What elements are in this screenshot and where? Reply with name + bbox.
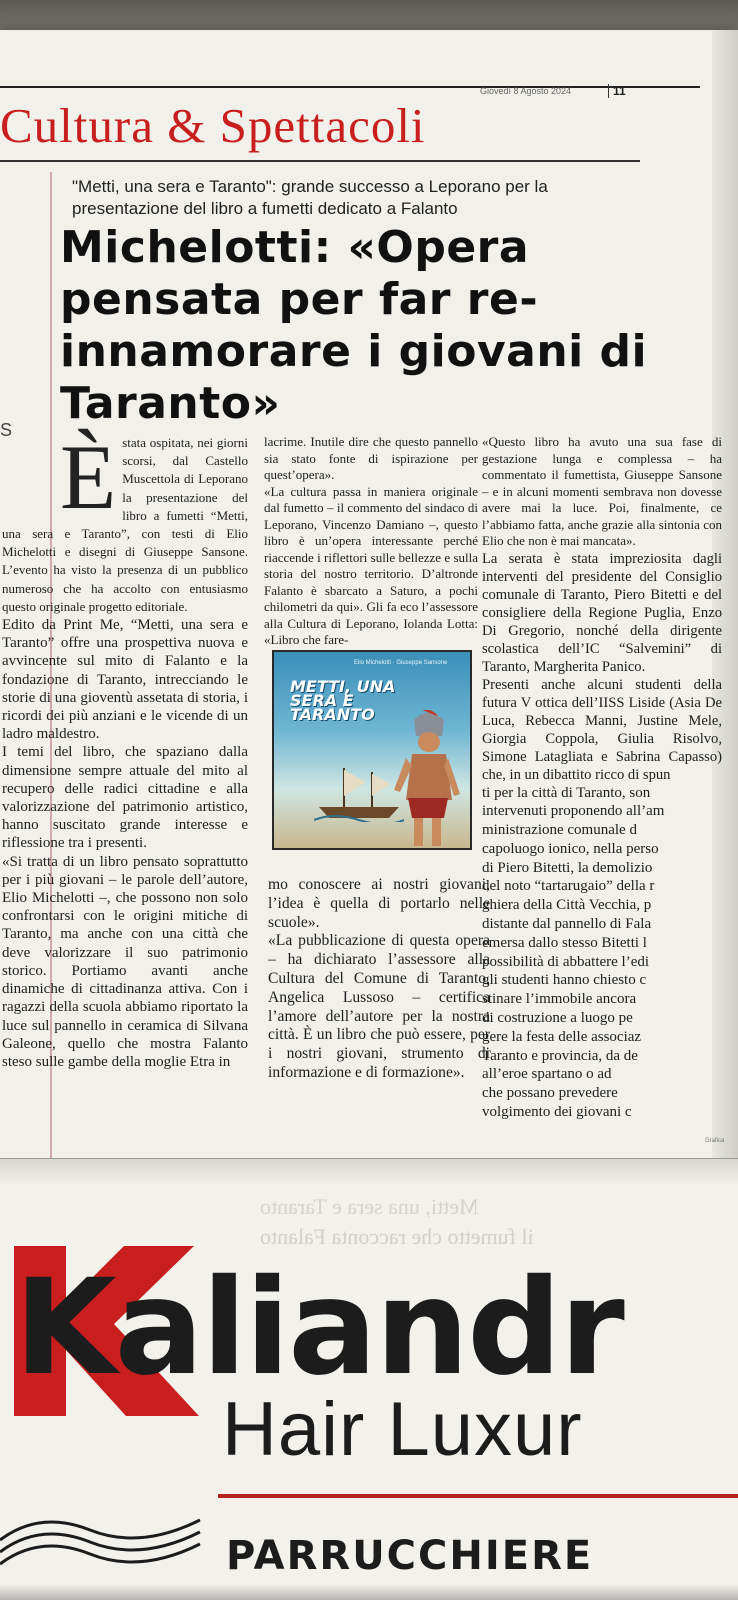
- paragraph: Presenti anche alcuni studenti della futura V ottica dell’IISS Liside (Asia De Luca, Rebecca Manni, Justine Mele, Giorgia Coppola, Giulia Risolvo, Simone Latagliata e Sabrina Capasso) che, in un dibattito ricco di spun: [482, 676, 722, 783]
- text-line: intervenuti proponendo all’am: [482, 803, 665, 820]
- text-line: ministrazione comunale d: [482, 822, 637, 839]
- paragraph: Edito da Print Me, “Metti, una sera e Taranto” offre una prospettiva nuova e avvincente sul mito di Falanto e la fondazione di Taranto, intrecciando le storie di una gioventù assetata di storia, i ricordi dei più anziani e le vicende di un ladro maldestro.: [2, 617, 248, 743]
- article-subhead: "Metti, una sera e Taranto": grande successo a Leporano per la presentazione del libro a fumetti dedicato a Falanto: [72, 177, 548, 218]
- cover-title: METTI, UNA SERA E TARANTO: [290, 677, 396, 724]
- margin-letter: S: [0, 420, 13, 440]
- paragraph: mo conoscere ai nostri giovani, l’idea è quella di portarlo nelle scuole».: [268, 876, 490, 931]
- text-line: distante dal pannello di Fala: [482, 916, 652, 933]
- text-line: che possano prevedere: [482, 1085, 618, 1102]
- ad-accent-rule: [218, 1494, 738, 1498]
- text-line: di costruzione a luogo pe: [482, 1010, 633, 1027]
- brand-subtitle: Hair Luxur: [222, 1387, 583, 1472]
- issue-date: Giovedì 8 Agosto 2024: [480, 86, 572, 96]
- paragraph-intro: stata ospitata, nei giorni scorsi, dal Castello Muscettola di Leporano la presentazione del libro a fumetti “Metti, una sera e Taranto”, con testi di Elio Michelotti e disegni di Giuseppe Sansone. L’evento ha visto la presenza di un pubblico numeroso che ha accolto con entusiasmo questo originale progetto editoriale.: [2, 435, 248, 614]
- article-title: Michelotti: «Opera pensata per far re-innamorare i giovani di Taranto»: [60, 222, 648, 429]
- drop-cap: È: [60, 426, 117, 528]
- brand-name: [0, 1251, 623, 1405]
- text-line: gere la festa delle associaz: [482, 1028, 642, 1045]
- paragraph: La serata è stata impreziosita dagli interventi del presidente del Consiglio comunale di Taranto, Piero Bitetti e del consigliere della Regione Puglia, Enzo Di Gregorio, nonché della dirigente scolastica dell’IC “Salvemini” di Taranto, Margherita Panico.: [482, 550, 722, 675]
- page-fold: [0, 1158, 738, 1185]
- paragraph: «Questo libro ha avuto una sua fase di gestazione lunga e complessa – ha commentato il fumettista, Giuseppe Sansone – e in alcuni momenti sembrava non dovesse avere mai la luce. Poi, finalmente, ce l’abbiamo fatta, anche grazie alla sintonia con Elio che non è mai mancata».: [482, 434, 722, 548]
- show-through-text: Metti, una sera e Taranto: [260, 1194, 479, 1219]
- ship-illustration: [314, 762, 404, 822]
- paragraph: «Si tratta di un libro pensato soprattutto per i più giovani – le parole dell’autore, Elio Michelotti –, che possono non solo confrontarsi con le origini mitiche di Taranto, ma anche con una città che deve valorizzare il suo patrimonio storico. Portiamo avanti anche dinamiche di cittadinanza attiva. Con i ragazzi della scuola abbiamo riportato la luce sul pannello in ceramica di Silvana Galeone, quello che mostra Falanto steso sulle gambe della moglie Etra in: [2, 853, 248, 1070]
- article-column-3: [482, 434, 722, 1122]
- page-number: 11: [608, 84, 626, 98]
- business-type: PARRUCCHIERE: [226, 1533, 594, 1579]
- text-line: possibilità di abbattere l’edi: [482, 953, 650, 970]
- text-line: gli studenti hanno chiesto c: [482, 972, 647, 989]
- paragraph: «La cultura passa in maniera originale dal fumetto – il commento del sindaco di Leporano, Vincenzo Damiano –, questo libro è un’opera interessante perché riaccende i riflettori sulle bellezze e sulla storia del nostro territorio. D’altronde Falanto è sbarcato a Saturo, a pochi chilometri da qui». Gli fa eco l’assessore alla Cultura di Leporano, Iolanda Lotta: «Libro che fare-: [264, 483, 478, 647]
- article-column-2-continued: [268, 876, 490, 1083]
- book-cover-image: [272, 650, 472, 850]
- section-rule: [0, 160, 640, 162]
- cover-authors: Elio Michelotti · Giuseppe Sansone: [354, 660, 448, 666]
- paragraph: I temi del libro, che spaziano dalla dimensione sempre attuale del mito al recupero delle radici cittadine e alla valorizzazione del patrimonio artistico, hanno suscitato grande interesse e riflessione tra i presenti.: [2, 744, 248, 852]
- text-line: di Piero Bitetti, la demolizio: [482, 859, 653, 876]
- cut-off-lines: [482, 784, 722, 1122]
- text-line: all’eroe spartano o ad: [482, 1066, 612, 1083]
- warrior-illustration: [392, 710, 462, 848]
- text-line: ti per la città di Taranto, son: [482, 784, 651, 801]
- text-line: ghiera della Città Vecchia, p: [482, 897, 652, 914]
- text-line: emersa dallo stesso Bitetti l: [482, 934, 647, 951]
- brand-name-text: Kaliandr: [14, 1251, 623, 1405]
- header-rule: [0, 86, 700, 88]
- paragraph: lacrime. Inutile dire che questo pannello sia stato fonte di ispirazione per quest’opera».: [264, 434, 478, 482]
- text-line: stinare l’immobile ancora: [482, 991, 637, 1008]
- hair-wave-icon: [0, 1500, 210, 1570]
- paragraph: «La pubblicazione di questa opera – ha dichiarato l’assessore alla Cultura del Comune di Taranto, Angelica Lussoso – certifica l’amore dell’autore per la nostra città. È un libro che può essere, per i nostri giovani, strumento di informazione e di formazione».: [268, 932, 490, 1081]
- text-line: Taranto e provincia, da de: [482, 1047, 638, 1064]
- text-line: capoluogo ionico, nella perso: [482, 840, 659, 857]
- text-line: volgimento dei giovani c: [482, 1104, 632, 1121]
- bottom-shadow: [0, 1584, 738, 1600]
- photo-credit: Grafica: [705, 1138, 725, 1144]
- section-title: Cultura & Spettacoli: [0, 98, 426, 153]
- article-column-1: [2, 426, 248, 1071]
- article-column-2: [264, 434, 478, 649]
- text-line: del noto “tartarugaio” della r: [482, 878, 655, 895]
- show-through-text: il fumetto che racconta Falanto: [260, 1224, 534, 1249]
